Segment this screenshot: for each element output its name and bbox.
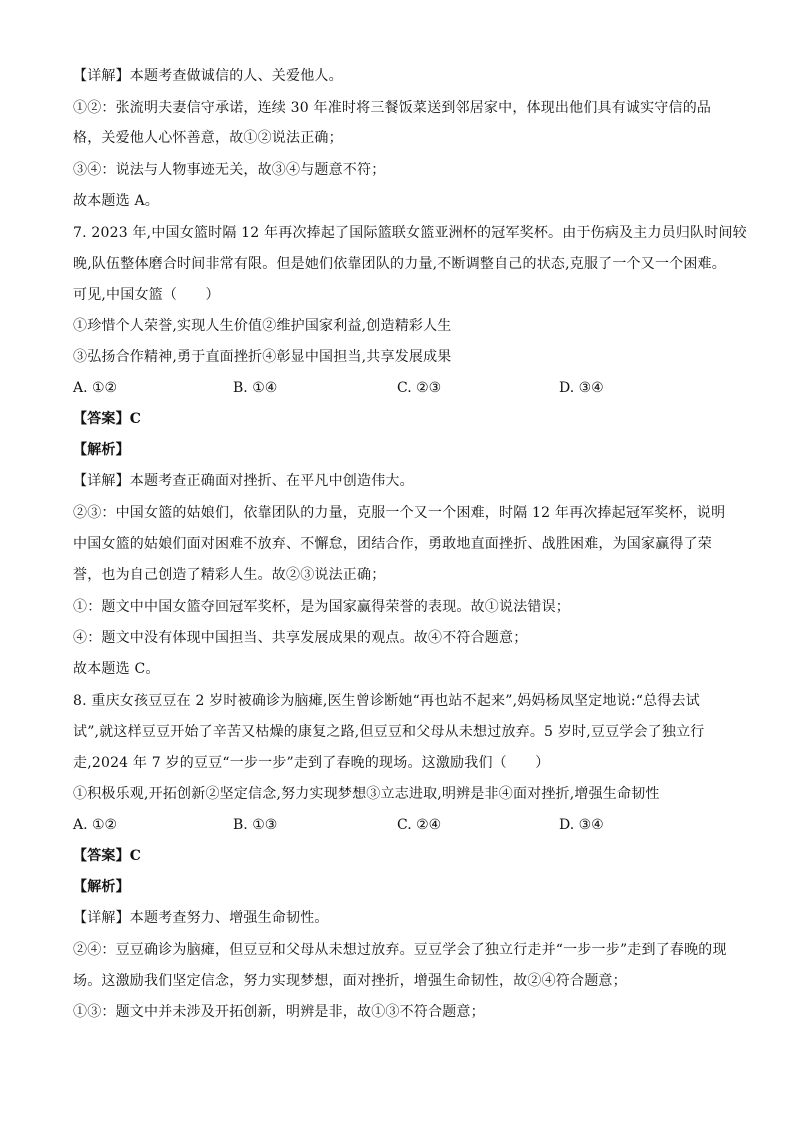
- question-7-analysis-text: 誉，也为自己创造了精彩人生。故②③说法正确；: [73, 567, 386, 583]
- detail-line: 【详解】本题考查做诚信的人、关爱他人。: [73, 68, 343, 84]
- question-7-items: ③弘扬合作精神,勇于直面挫折④彰显中国担当,共享发展成果: [73, 349, 452, 365]
- question-7-detail: 【详解】本题考查正确面对挫折、在平凡中创造伟大。: [73, 473, 414, 489]
- question-7-stem: 7. 2023 年,中国女篮时隔 12 年再次捧起了国际篮联女篮亚洲杯的冠军奖杯。由于伤病及主力员归队时间较: [73, 225, 747, 241]
- question-7-conclusion: 故本题选 C。: [73, 661, 160, 677]
- conclusion-text: 故本题选 A。: [73, 193, 159, 209]
- question-7-analysis-text: 中国女篮的姑娘们面对困难不放弃、不懈怠，团结合作，勇敢地直面挫折、战胜困难，为国家赢得了荣: [73, 536, 712, 552]
- analysis-text: 格，关爱他人心怀善意，故①②说法正确；: [73, 130, 343, 146]
- analysis-text: ①②：张流明夫妻信守承诺，连续 30 年准时将三餐饭菜送到邻居家中，体现出他们具有诚实守信的品: [73, 100, 712, 116]
- question-7-answer: 【答案】C: [73, 411, 142, 427]
- question-7-option-a: A. ①②: [73, 380, 118, 396]
- question-8-detail: 【详解】本题考查努力、增强生命韧性。: [73, 910, 329, 926]
- question-8-answer: 【答案】C: [73, 848, 142, 864]
- question-8-option-b: B. ①③: [233, 817, 278, 833]
- question-7-analysis-text: ④：题文中没有体现中国担当、共享发展成果的观点。故④不符合题意；: [73, 630, 528, 646]
- question-8-option-d: D. ③④: [559, 817, 604, 833]
- question-8-items: ①积极乐观,开拓创新②坚定信念,努力实现梦想③立志进取,明辨是非④面对挫折,增强生命韧性: [73, 786, 660, 802]
- question-8-stem: 走,2024 年 7 岁的豆豆“一步一步”走到了春晚的现场。这激励我们（ ）: [73, 755, 550, 771]
- question-8-option-c: C. ②④: [397, 817, 442, 833]
- question-8-stem: 试”,就这样豆豆开始了辛苦又枯燥的康复之路,但豆豆和父母从未想过放弃。5 岁时,豆豆学会了独立行: [73, 724, 705, 740]
- question-8-analysis-text: ①③：题文中并未涉及开拓创新，明辨是非，故①③不符合题意；: [73, 1004, 485, 1020]
- question-8-option-a: A. ①②: [73, 817, 118, 833]
- question-7-stem: 晚,队伍整体磨合时间非常有限。但是她们依靠团队的力量,不断调整自己的状态,克服了一个又一个困难。: [73, 256, 726, 272]
- question-8-analysis-label: 【解析】: [73, 879, 130, 895]
- question-8-stem: 8. 重庆女孩豆豆在 2 岁时被确诊为脑瘫,医生曾诊断她“再也站不起来”,妈妈杨凤坚定地说:“总得去试: [73, 693, 700, 709]
- question-7-items: ①珍惜个人荣誉,实现人生价值②维护国家利益,创造精彩人生: [73, 318, 452, 334]
- question-7-option-d: D. ③④: [559, 380, 604, 396]
- analysis-text: ③④：说法与人物事迹无关，故③④与题意不符；: [73, 162, 386, 178]
- question-7-analysis-label: 【解析】: [73, 442, 130, 458]
- question-7-option-c: C. ②③: [397, 380, 442, 396]
- question-7-option-b: B. ①④: [233, 380, 278, 396]
- question-7-analysis-text: ①：题文中中国女篮夺回冠军奖杯，是为国家赢得荣誉的表现。故①说法错误；: [73, 599, 570, 615]
- question-7-analysis-text: ②③：中国女篮的姑娘们，依靠团队的力量，克服一个又一个困难，时隔 12 年再次捧起冠军奖杯，说明: [73, 505, 726, 521]
- question-8-analysis-text: 场。这激励我们坚定信念，努力实现梦想，面对挫折，增强生命韧性，故②④符合题意；: [73, 973, 627, 989]
- question-7-stem: 可见,中国女篮（ ）: [73, 287, 220, 303]
- question-8-analysis-text: ②④：豆豆确诊为脑瘫，但豆豆和父母从未想过放弃。豆豆学会了独立行走并“一步一步”走到了春晚的现: [73, 942, 727, 958]
